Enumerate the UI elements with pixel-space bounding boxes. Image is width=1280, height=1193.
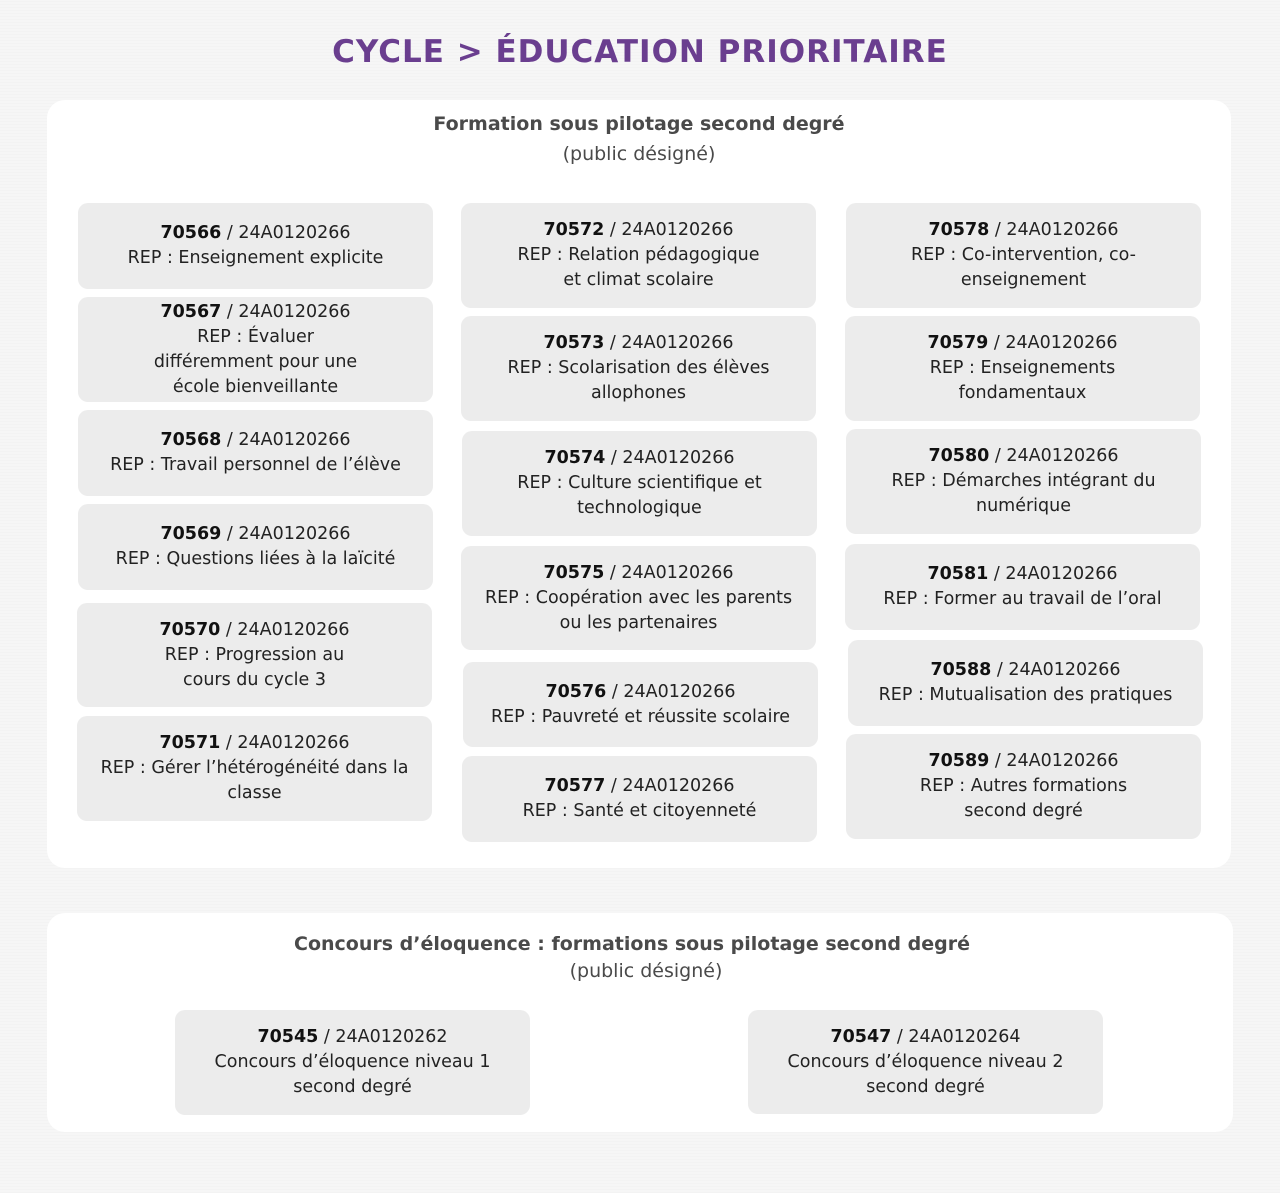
course-ref: / 24A0120266: [605, 776, 735, 796]
course-title: REP : Coopération avec les parents ou les partenaires: [484, 587, 793, 633]
course-code: 70568: [160, 430, 222, 450]
course-ref: / 24A0120266: [220, 733, 350, 753]
course-code: 70567: [160, 301, 222, 322]
course-ref: / 24A0120266: [221, 430, 351, 450]
course-card-70566[interactable]: [78, 203, 433, 289]
course-ref: / 24A0120266: [221, 223, 351, 243]
course-card-70567[interactable]: [78, 297, 433, 402]
course-code: 70571: [159, 733, 221, 753]
course-title: REP : Former au travail de l’oral: [883, 589, 1162, 609]
course-title: REP : Progression au cours du cycle 3: [164, 644, 345, 690]
course-card-70577[interactable]: [462, 756, 817, 842]
course-card-70589[interactable]: [846, 734, 1201, 839]
course-title: REP : Gérer l’hétérogénéité dans la classe: [100, 758, 409, 803]
formation-subheading: (public désigné): [562, 143, 716, 165]
course-card-70575[interactable]: [461, 546, 816, 650]
course-card-70547[interactable]: [748, 1010, 1103, 1114]
course-title: REP : Enseignement explicite: [127, 248, 384, 268]
course-card-70571[interactable]: [77, 716, 432, 821]
course-card-70576[interactable]: [463, 662, 818, 747]
course-card-70545[interactable]: [175, 1010, 530, 1115]
course-title: Concours d’éloquence niveau 1 second degré: [214, 1052, 491, 1097]
course-code: 70570: [159, 619, 221, 640]
course-code: 70547: [830, 1026, 892, 1047]
course-ref: / 24A0120262: [318, 1027, 448, 1047]
course-card-70578[interactable]: [846, 203, 1201, 308]
course-title: REP : Scolarisation des élèves allophones: [507, 358, 770, 403]
course-ref: / 24A0120264: [891, 1026, 1021, 1047]
course-card-70570[interactable]: [77, 603, 432, 707]
course-code: 70573: [543, 333, 605, 353]
course-ref: / 24A0120266: [604, 220, 734, 240]
course-title: Concours d’éloquence niveau 2 second degré: [787, 1051, 1064, 1097]
course-title: REP : Autres formations second degré: [919, 776, 1128, 821]
course-title: REP : Culture scientifique et technologique: [517, 473, 762, 518]
course-ref: / 24A0120266: [991, 660, 1121, 680]
course-title: REP : Mutualisation des pratiques: [878, 685, 1173, 705]
course-ref: / 24A0120266: [604, 333, 734, 353]
course-title: REP : Pauvreté et réussite scolaire: [490, 706, 791, 727]
concours-subheading: (public désigné): [569, 960, 723, 982]
course-card-70581[interactable]: [845, 544, 1200, 630]
course-card-70580[interactable]: [846, 429, 1201, 534]
course-card-70573[interactable]: [461, 316, 816, 421]
course-code: 70580: [928, 446, 990, 466]
course-code: 70576: [545, 681, 607, 702]
course-title: REP : Enseignements fondamentaux: [929, 358, 1116, 403]
course-card-70579[interactable]: [845, 316, 1200, 421]
course-title: REP : Travail personnel de l’élève: [110, 455, 401, 475]
course-card-70569[interactable]: [78, 504, 433, 590]
course-ref: / 24A0120266: [604, 562, 734, 583]
course-code: 70569: [160, 524, 222, 544]
course-code: 70577: [544, 776, 606, 796]
course-ref: / 24A0120266: [989, 446, 1119, 466]
course-code: 70574: [544, 448, 606, 468]
course-title: REP : Relation pédagogique et climat scolaire: [517, 245, 760, 290]
course-card-70574[interactable]: [462, 431, 817, 536]
course-code: 70575: [543, 562, 605, 583]
course-ref: / 24A0120266: [606, 681, 736, 702]
course-title: REP : Questions liées à la laïcité: [115, 549, 396, 569]
course-code: 70578: [928, 220, 990, 240]
course-card-70572[interactable]: [461, 203, 816, 308]
course-card-70568[interactable]: [78, 410, 433, 496]
course-code: 70572: [543, 220, 605, 240]
course-card-70588[interactable]: [848, 640, 1203, 726]
course-ref: / 24A0120266: [988, 333, 1118, 353]
course-code: 70566: [160, 223, 222, 243]
course-code: 70589: [928, 751, 990, 771]
course-ref: / 24A0120266: [221, 301, 351, 322]
course-code: 70588: [930, 660, 992, 680]
course-title: REP : Santé et citoyenneté: [522, 801, 757, 821]
course-ref: / 24A0120266: [989, 220, 1119, 240]
course-ref: / 24A0120266: [988, 564, 1118, 584]
course-ref: / 24A0120266: [605, 448, 735, 468]
course-ref: / 24A0120266: [989, 751, 1119, 771]
course-code: 70545: [257, 1027, 319, 1047]
page-title: CYCLE > ÉDUCATION PRIORITAIRE: [332, 34, 948, 70]
course-ref: / 24A0120266: [220, 619, 350, 640]
formation-heading: Formation sous pilotage second degré: [433, 113, 845, 135]
concours-heading: Concours d’éloquence : formations sous pilotage second degré: [294, 933, 970, 955]
course-code: 70579: [927, 333, 989, 353]
course-title: REP : Évaluer différemment pour une école bienveillante: [153, 326, 358, 397]
course-code: 70581: [927, 564, 989, 584]
course-title: REP : Démarches intégrant du numérique: [891, 471, 1156, 516]
course-title: REP : Co-intervention, co-enseignement: [911, 245, 1136, 290]
course-ref: / 24A0120266: [221, 524, 351, 544]
